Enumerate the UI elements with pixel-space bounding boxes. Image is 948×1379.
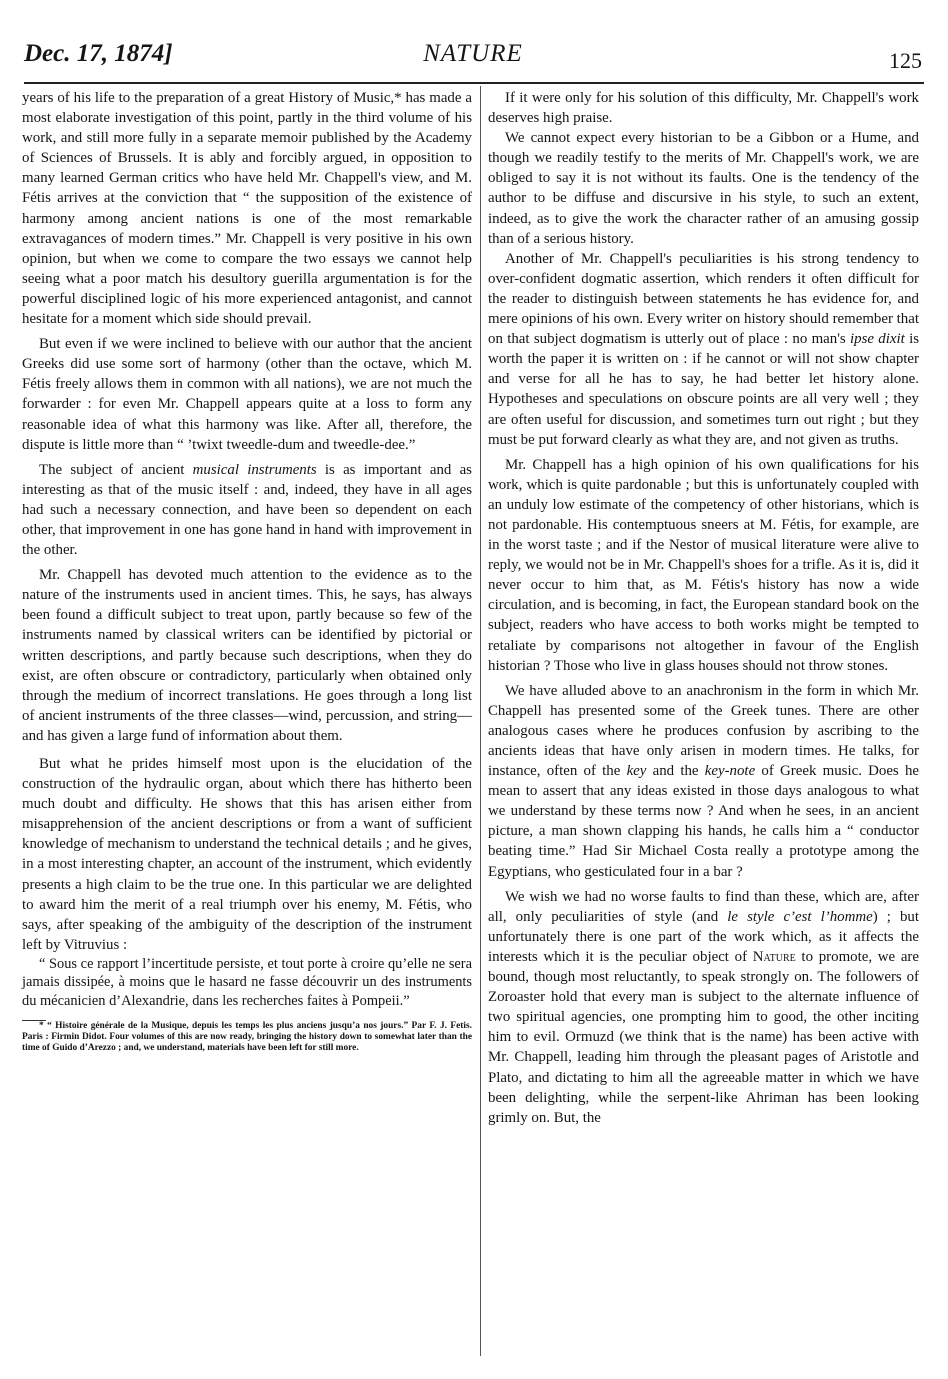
italic-term: musical instruments xyxy=(192,461,317,478)
paragraph: We have alluded above to an anachronism in the form in which Mr. Chappell has presented some of the Greek tunes. There are other analogous cases where he produces confusion by ascribing to the ancients ideas that have only arisen in modern times. He talks, for instance, often of the key and the key-note of Greek music. Does he mean to assert that any ideas existed in those days analogous to what we understand by these terms now ? And when he sees, in an ancient picture, a man shown clapping his hands, he calls him a “ conductor beating time.” Had Sir Michael Costa really a prototype among the Egyptians, who gesticulated four in a bar ? xyxy=(488,682,920,880)
paragraph: Another of Mr. Chappell's peculiarities is his strong tendency to over-confident dogmatic assertion, which renders it often difficult for the reader to distinguish between statements he has evidence for, and mere opinions of his own. Every writer on history should remember that on that subject dogmatism is utterly out of place : no man's ipse dixit is worth the paper it is written on : if he cannot or will not show chapter and verse for all he has to say, he had better let history alone. Hypotheses and speculations on obscure points are all very well ; they are often useful for discussion, and sometimes turn out right ; but they must be put forward clearly as what they are, and not given as truths. xyxy=(488,250,919,448)
block-quote: “ Sous ce rapport l’incertitude persiste, et tout porte à croire qu’elle ne sera jamais dissipée, à moins que le hasard ne fasse découvrir un des instruments du mécanicien d’Alexandrie, dans les recherches faites à Pompeii.” xyxy=(22,955,472,1009)
paragraph: years of his life to the preparation of a great History of Music,* has made a most elaborate investigation of this point, partly in the third volume of his work, and still more fully in a separate memoir published by the Academy of Sciences of Brussels. It is ably and forcibly argued, in opposition to many learned German critics who have held Mr. Chappell's view, and M. Fétis arrives at the conviction that “ the supposition of the existence of harmony among ancient nations is one of the most remarkable extravagances of modern times.” Mr. Chappell is very positive in his own opinion, but when we come to compare the two essays we cannot help seeing what a poor match his desultory guerilla argumentation is for the powerful disciplined logic of his more experienced antagonist, and cannot hesitate for a moment which side should prevail. xyxy=(22,90,472,328)
footnote: * “ Histoire générale de la Musique, depuis les temps les plus anciens jusqu’a nos jours.” Par F. J. Fetis. Paris : Firmin Didot. Four volumes of this are now ready, bringing the history down to somewhat later than the time of Guido d’Arezzo ; and, we understand, materials have been left for still more. xyxy=(22,1021,472,1054)
header-rule xyxy=(24,82,924,84)
page-number: 125 xyxy=(889,48,922,73)
journal-title: NATURE xyxy=(423,40,523,67)
column-divider xyxy=(480,86,481,1356)
paragraph: But what he prides himself most upon is the elucidation of the construction of the hydraulic organ, about which there has hitherto been much doubt and difficulty. He shows that this has arisen either from misapprehension of the ancient descriptions or from a want of sufficient knowledge of mechanism to understand the technical details ; and he gives, in a most interesting chapter, an account of the instrument, which evidently presents a high claim to be the true one. In this particular we are delighted to award him the merit of a real triumph over his enemy, M. Fétis, who says, after speaking of the ambiguity of the description of the instrument left by Vitruvius : xyxy=(22,756,472,953)
issue-date: Dec. 17, 1874] xyxy=(24,40,173,67)
journal-name-inline: Nature xyxy=(752,948,796,965)
paragraph: But even if we were inclined to believe with our author that the ancient Greeks did use some sort of harmony (other than the octave, which M. Fétis freely allows them in common with all nations), we are not much the forwarder : for even Mr. Chappell appears quite at a loss to form any reasonable idea of what this harmony was like. After all, therefore, the dispute is little more than “ ’twixt tweedle-dum and tweedle-dee.” xyxy=(22,336,472,453)
italic-term: ipse dixit xyxy=(850,331,905,348)
left-column xyxy=(22,88,472,1054)
paragraph: Mr. Chappell has a high opinion of his own qualifications for his work, which is quite pardonable ; but this is unfortunately coupled with an unduly low estimate of the competency of other historians, which is not pardonable. His contemptuous sneers at M. Fétis, for example, are in the worst taste ; and if the Nestor of musical literature were alive to reply, we would not be in Mr. Chappell's shoes for a trifle. As it is, did it never occur to him that, as M. Fétis's history has now a wide circulation, and is becoming, in fact, the European standard book on the subject, readers who have access to both works might be tempted to retaliate by comparisons not altogether in favour of the English historian ? Those who live in glass houses should not throw stones. xyxy=(488,456,919,674)
italic-term: le style c’est l’homme xyxy=(727,908,873,925)
paragraph: We wish we had no worse faults to find than these, which are, after all, only peculiarities of style (and le style c’est l’homme) ; but unfortunately there is one part of the work which, as it affects the interests which it is the peculiar object of Nature to promote, we are bound, though most reluctantly, to speak strongly on. The followers of Zoroaster hold that every man is subject to the alternate influence of two spiritual agencies, one prompting him to good, the other inciting him to evil. Ormuzd (we think that is the name) has been active with Mr. Chappell, leading him through the pleasant pages of Aristotle and Plato, and dictating to him all the agreeable matter in which we have been delighting, while the serpent-like Ahriman has been looking grimly on. But, the xyxy=(488,888,919,1126)
italic-term: key-note xyxy=(704,763,756,780)
paragraph: The subject of ancient musical instruments is as important and as interesting as that of the music itself : and, indeed, they have in all ages had such a necessary connection, and have been so dependent on each other, that improvement in one has gone hand in hand with improvement in the other. xyxy=(22,461,472,559)
paragraph: We cannot expect every historian to be a Gibbon or a Hume, and though we readily testify to the merits of Mr. Chappell's work, we are obliged to say it is not without its faults. One is the tendency of the author to be diffuse and discursive in his style, to such an extent, indeed, as to give the work the character rather of an amusing gossip than of a serious history. xyxy=(488,130,919,247)
page-header xyxy=(24,36,922,76)
right-column xyxy=(488,88,919,1128)
paragraph: Mr. Chappell has devoted much attention to the evidence as to the nature of the instruments used in ancient times. This, he says, has always been found a difficult subject to treat upon, partly because so few of the instruments named by classical writers can be identified by pictorial or written descriptions, and partly because such descriptions, when they do exist, are often obscure or contradictory, particularly when obtained only through the medium of incorrect translations. He goes through a long list of ancient instruments of the three classes—wind, percussion, and string—and has given a large fund of information about them. xyxy=(22,567,472,744)
paragraph: If it were only for his solution of this difficulty, Mr. Chappell's work deserves high praise. xyxy=(488,90,919,127)
italic-term: key xyxy=(626,763,647,780)
